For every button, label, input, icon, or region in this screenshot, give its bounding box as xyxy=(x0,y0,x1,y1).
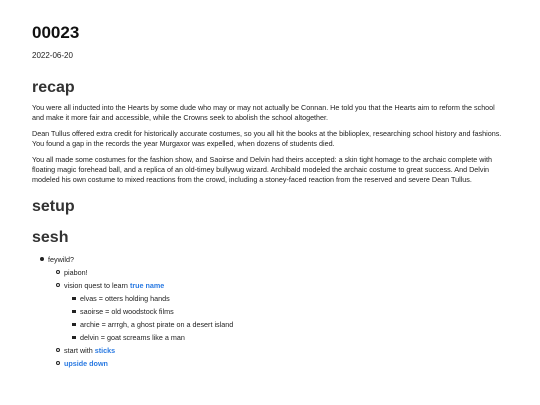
list-item xyxy=(32,305,508,318)
sesh-sublist xyxy=(32,344,508,370)
list-item xyxy=(32,292,508,305)
sesh-list xyxy=(32,253,508,266)
circle-bullet-icon xyxy=(56,283,60,287)
upside-down-link[interactable]: upside down xyxy=(64,359,108,369)
list-item xyxy=(32,344,508,357)
list-item xyxy=(32,318,508,331)
square-bullet-icon xyxy=(72,297,76,301)
sesh-section xyxy=(32,228,508,370)
recap-paragraph: You were all inducted into the Hearts by some dude who may or may not actually be Connan. He told you that the Hearts aim to reform the school and make it more fair and accessible, while the Crowns seek to abolish the school altogether. xyxy=(32,102,495,122)
list-item-text: start with xyxy=(64,346,95,356)
sesh-heading: sesh xyxy=(32,229,69,247)
recap-paragraph: Dean Tullus offered extra credit for historically accurate costumes, so you all hit the books at the biblioplex, researching school history and fashions. You found a gap in the records the year Murgaxor was expelled, when dozens of students died. xyxy=(32,128,502,148)
list-item-text: archie = arrrgh, a ghost pirate on a desert island xyxy=(80,320,234,330)
names-list xyxy=(32,292,508,344)
recap-section xyxy=(32,78,508,185)
recap-paragraph: You all made some costumes for the fashion show, and Saoirse and Delvin had theirs accepted: a skin tight homage to the archaic complete with floating magic forehead ball, and a replica of an old-timey bullywug wizard. Archibald modeled the archaic costume to great success. And Delvin modeled his own costume to mixed reactions from the crowd, including a stoney-faced reaction from the reserved and severe Dean Tullus. xyxy=(32,154,492,184)
setup-heading: setup xyxy=(32,197,75,215)
list-item xyxy=(32,279,508,292)
sesh-sublist xyxy=(32,266,508,292)
list-item xyxy=(32,266,508,279)
circle-bullet-icon xyxy=(56,270,60,274)
post-date: 2022-06-20 xyxy=(32,50,73,60)
list-item-text: elvas = otters holding hands xyxy=(80,294,170,304)
true-name-link[interactable]: true name xyxy=(129,281,165,291)
list-item-text: vision quest to learn xyxy=(64,281,130,291)
recap-heading: recap xyxy=(32,78,75,96)
square-bullet-icon xyxy=(72,323,76,327)
list-item xyxy=(32,331,508,344)
list-item-text: piabon! xyxy=(64,268,88,278)
circle-bullet-icon xyxy=(56,361,60,365)
list-item-text: delvin = goat screams like a man xyxy=(80,333,185,343)
circle-bullet-icon xyxy=(56,348,60,352)
page-title: 00023 xyxy=(32,23,80,42)
square-bullet-icon xyxy=(72,336,76,340)
list-item xyxy=(32,253,508,266)
disc-bullet-icon xyxy=(40,257,44,261)
setup-section xyxy=(32,197,508,216)
list-item xyxy=(32,357,508,370)
sticks-link[interactable]: sticks xyxy=(94,346,116,356)
list-item-text: feywild? xyxy=(48,255,74,265)
square-bullet-icon xyxy=(72,310,76,314)
list-item-text: saoirse = old woodstock films xyxy=(80,307,174,317)
